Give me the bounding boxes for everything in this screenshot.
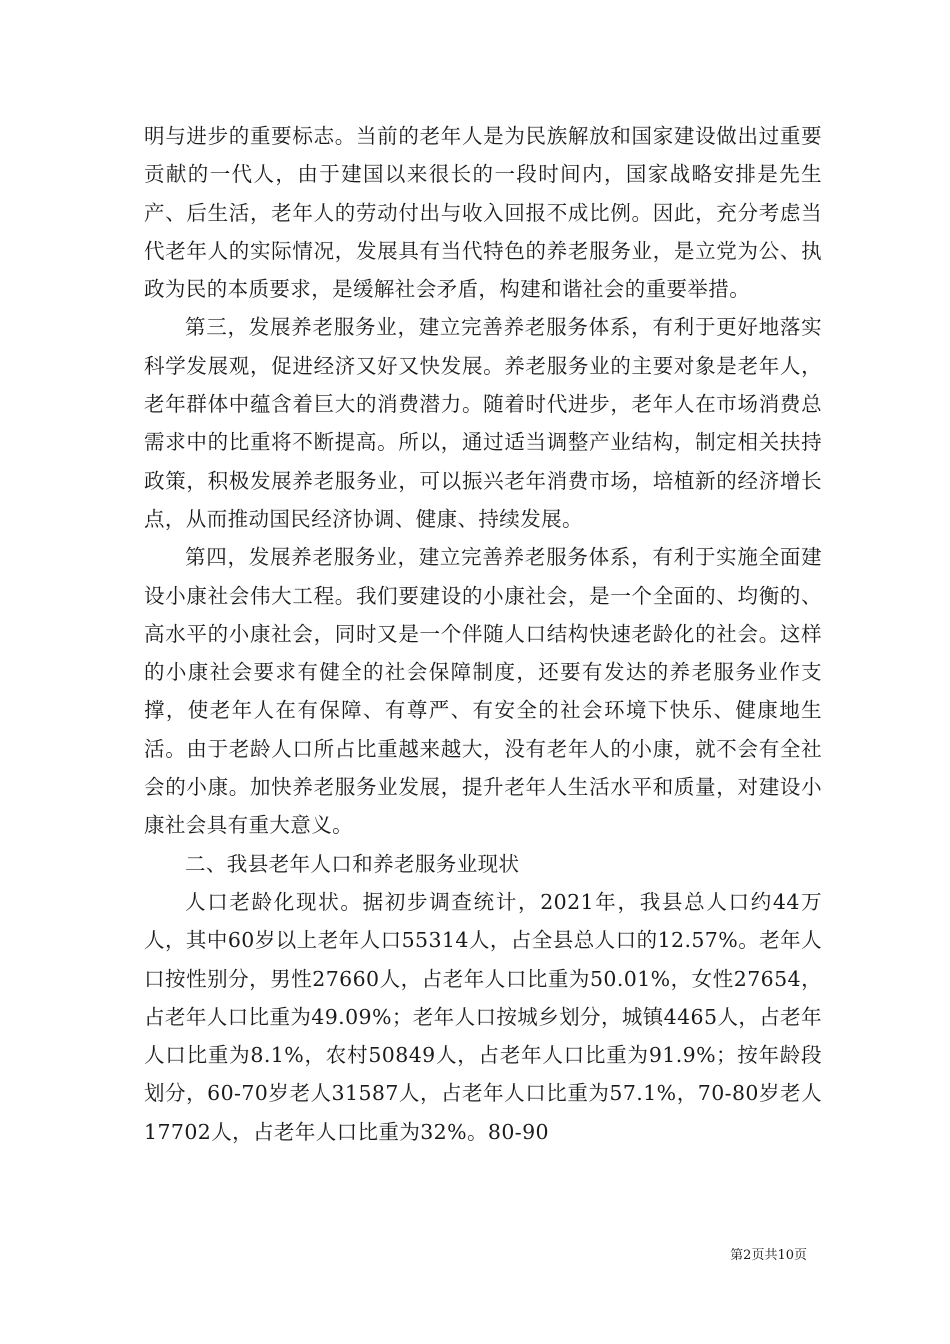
- paragraph-fourth-point: 第四，发展养老服务业，建立完善养老服务体系，有利于实施全面建设小康社会伟大工程。我们要建设的小康社会，是一个全面的、均衡的、高水平的小康社会，同时又是一个伴随人口结构快速老龄化的社会。这样的小康社会要求有健全的社会保障制度，还要有发达的养老服务业作支撑，使老年人在有保障、有尊严、有安全的社会环境下快乐、健康地生活。由于老龄人口所占比重越来越大，没有老年人的小康，就不会有全社会的小康。加快养老服务业发展，提升老年人生活水平和质量，对建设小康社会具有重大意义。: [144, 545, 822, 838]
- page-number: 第2页共10页: [730, 1248, 807, 1263]
- document-body: [144, 117, 822, 1151]
- paragraph-third-point: 第三，发展养老服务业，建立完善养老服务体系，有利于更好地落实科学发展观，促进经济又好又快发展。养老服务业的主要对象是老年人，老年群体中蕴含着巨大的消费潜力。随着时代进步，老年人在市场消费总需求中的比重将不断提高。所以，通过适当调整产业结构，制定相关扶持政策，积极发展养老服务业，可以振兴老年消费市场，培植新的经济增长点，从而推动国民经济协调、健康、持续发展。: [144, 315, 822, 531]
- paragraph-population-status: 人口老龄化现状。据初步调查统计，2021年，我县总人口约44万人，其中60岁以上老年人口55314人，占全县总人口的12.57%。老年人口按性别分，男性27660人，占老年人口比重为50.01%，女性27654，占老年人口比重为49.09%；老年人口按城乡划分，城镇4465人，占老年人口比重为8.1%，农村50849人，占老年人口比重为91.9%；按年龄段划分，60-70岁老人31587人，占老年人口比重为57.1%，70-80岁老人17702人，占老年人口比重为32%。80-90: [144, 889, 822, 1144]
- section-heading: 二、我县老年人口和养老服务业现状: [185, 851, 520, 876]
- paragraph-continuation: 明与进步的重要标志。当前的老年人是为民族解放和国家建设做出过重要贡献的一代人，由于建国以来很长的一段时间内，国家战略安排是先生产、后生活，老年人的劳动付出与收入回报不成比例。因此，充分考虑当代老年人的实际情况，发展具有当代特色的养老服务业，是立党为公、执政为民的本质要求，是缓解社会矛盾，构建和谐社会的重要举措。: [144, 124, 822, 302]
